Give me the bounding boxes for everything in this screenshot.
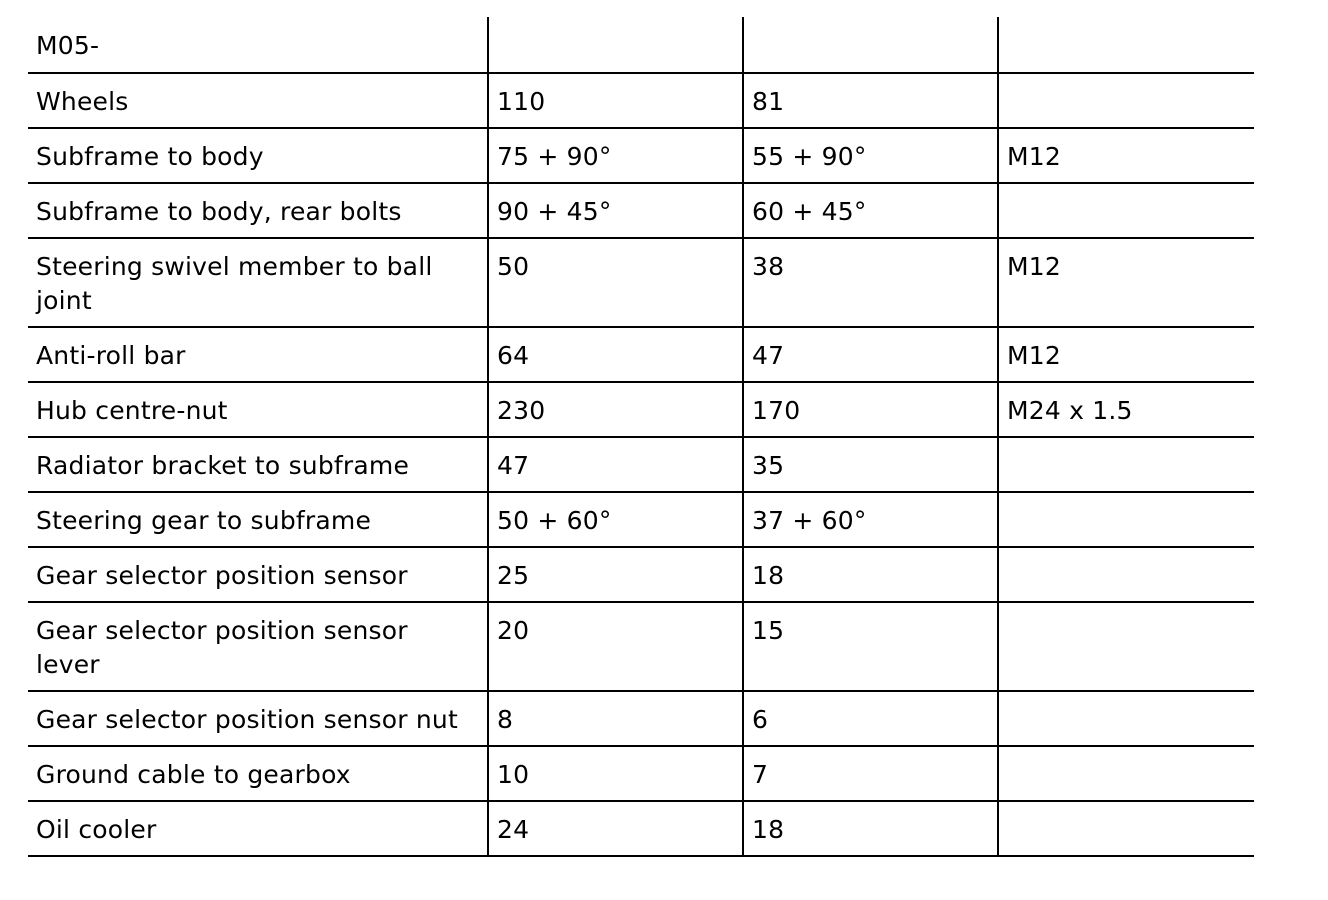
lbft-cell: 7 — [743, 746, 998, 801]
item-cell: Wheels — [28, 73, 488, 128]
nm-cell: 90 + 45° — [488, 183, 743, 238]
thread-cell — [998, 691, 1254, 746]
lbft-cell: 55 + 90° — [743, 128, 998, 183]
nm-cell: 75 + 90° — [488, 128, 743, 183]
lbft-cell: 18 — [743, 547, 998, 602]
thread-cell: M12 — [998, 238, 1254, 327]
nm-cell: 64 — [488, 327, 743, 382]
lbft-cell: 47 — [743, 327, 998, 382]
torque-table — [28, 17, 1254, 857]
thread-cell — [998, 437, 1254, 492]
thread-cell: M24 x 1.5 — [998, 382, 1254, 437]
lbft-cell: 15 — [743, 602, 998, 691]
item-cell: Gear selector position sensor lever — [28, 602, 488, 691]
lbft-cell: 60 + 45° — [743, 183, 998, 238]
lbft-cell: 6 — [743, 691, 998, 746]
nm-cell: 25 — [488, 547, 743, 602]
table-row — [28, 746, 1254, 801]
item-cell: Subframe to body — [28, 128, 488, 183]
lbft-cell: 18 — [743, 801, 998, 856]
header-cell — [488, 17, 743, 73]
item-cell: Oil cooler — [28, 801, 488, 856]
nm-cell: 20 — [488, 602, 743, 691]
nm-cell: 8 — [488, 691, 743, 746]
item-cell: Steering swivel member to ball joint — [28, 238, 488, 327]
thread-cell — [998, 547, 1254, 602]
table-row — [28, 602, 1254, 691]
lbft-cell: 35 — [743, 437, 998, 492]
thread-cell — [998, 183, 1254, 238]
nm-cell: 230 — [488, 382, 743, 437]
lbft-cell: 37 + 60° — [743, 492, 998, 547]
thread-cell: M12 — [998, 327, 1254, 382]
table-row — [28, 128, 1254, 183]
header-cell — [998, 17, 1254, 73]
item-cell: Gear selector position sensor nut — [28, 691, 488, 746]
item-cell: Hub centre-nut — [28, 382, 488, 437]
table-row — [28, 382, 1254, 437]
nm-cell: 10 — [488, 746, 743, 801]
nm-cell: 24 — [488, 801, 743, 856]
thread-cell — [998, 746, 1254, 801]
item-cell: Ground cable to gearbox — [28, 746, 488, 801]
item-cell: Subframe to body, rear bolts — [28, 183, 488, 238]
table-row — [28, 183, 1254, 238]
lbft-cell: 38 — [743, 238, 998, 327]
nm-cell: 47 — [488, 437, 743, 492]
table-row — [28, 73, 1254, 128]
nm-cell: 50 + 60° — [488, 492, 743, 547]
thread-cell — [998, 492, 1254, 547]
thread-cell: M12 — [998, 128, 1254, 183]
thread-cell — [998, 801, 1254, 856]
table-row — [28, 547, 1254, 602]
item-cell: Anti-roll bar — [28, 327, 488, 382]
table-row — [28, 492, 1254, 547]
header-cell — [743, 17, 998, 73]
table-row — [28, 801, 1254, 856]
lbft-cell: 81 — [743, 73, 998, 128]
item-cell: Steering gear to subframe — [28, 492, 488, 547]
item-cell: Gear selector position sensor — [28, 547, 488, 602]
thread-cell — [998, 602, 1254, 691]
model-cell: M05- — [28, 17, 488, 73]
table-header-row — [28, 17, 1254, 73]
nm-cell: 110 — [488, 73, 743, 128]
table-row — [28, 691, 1254, 746]
thread-cell — [998, 73, 1254, 128]
table-row — [28, 238, 1254, 327]
nm-cell: 50 — [488, 238, 743, 327]
table-row — [28, 327, 1254, 382]
item-cell: Radiator bracket to subframe — [28, 437, 488, 492]
lbft-cell: 170 — [743, 382, 998, 437]
table-row — [28, 437, 1254, 492]
